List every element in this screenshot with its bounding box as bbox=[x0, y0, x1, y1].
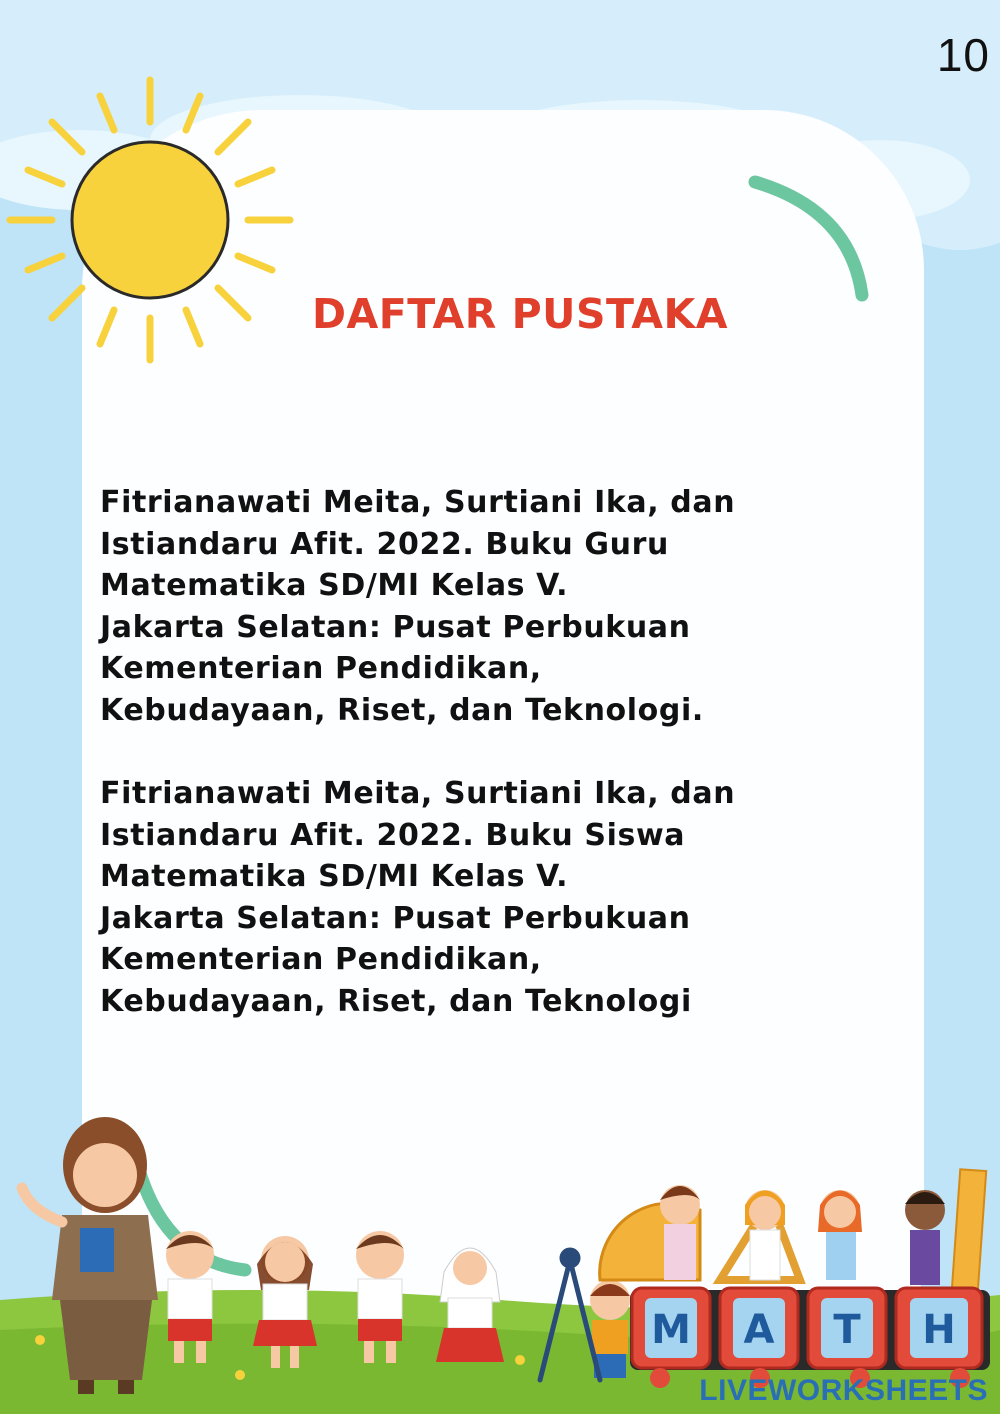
math-letter: T bbox=[833, 1307, 861, 1353]
reference-line: Istiandaru Afit. 2022. Buku Guru bbox=[100, 526, 669, 562]
reference-line: Kementerian Pendidikan, bbox=[100, 651, 542, 686]
math-block bbox=[808, 1288, 886, 1368]
reference-line: Kementerian Pendidikan, bbox=[100, 942, 542, 977]
page-title: DAFTAR PUSTAKA bbox=[312, 290, 729, 338]
page-number: 10 bbox=[936, 29, 990, 81]
reference-line: Jakarta Selatan: Pusat Perbukuan bbox=[100, 900, 691, 936]
math-letter: M bbox=[651, 1307, 691, 1353]
reference-line: Matematika SD/MI Kelas V. bbox=[100, 859, 569, 894]
reference-line: Jakarta Selatan: Pusat Perbukuan bbox=[100, 609, 691, 645]
reference-line: Kebudayaan, Riset, dan Teknologi bbox=[100, 983, 692, 1019]
math-letter: H bbox=[922, 1307, 956, 1353]
math-block bbox=[896, 1288, 982, 1368]
students-illustration bbox=[660, 1185, 945, 1285]
reference-line: Kebudayaan, Riset, dan Teknologi. bbox=[100, 692, 704, 728]
reference-line: Matematika SD/MI Kelas V. bbox=[100, 568, 569, 603]
liveworksheets-watermark[interactable]: LIVEWORKSHEETS bbox=[699, 1374, 988, 1407]
reference-line: Fitrianawati Meita, Surtiani Ika, dan bbox=[100, 485, 736, 520]
math-letter: A bbox=[743, 1307, 775, 1353]
math-block bbox=[720, 1288, 798, 1368]
math-block bbox=[632, 1288, 710, 1368]
reference-line: Fitrianawati Meita, Surtiani Ika, dan bbox=[100, 776, 736, 811]
reference-line: Istiandaru Afit. 2022. Buku Siswa bbox=[100, 817, 686, 853]
